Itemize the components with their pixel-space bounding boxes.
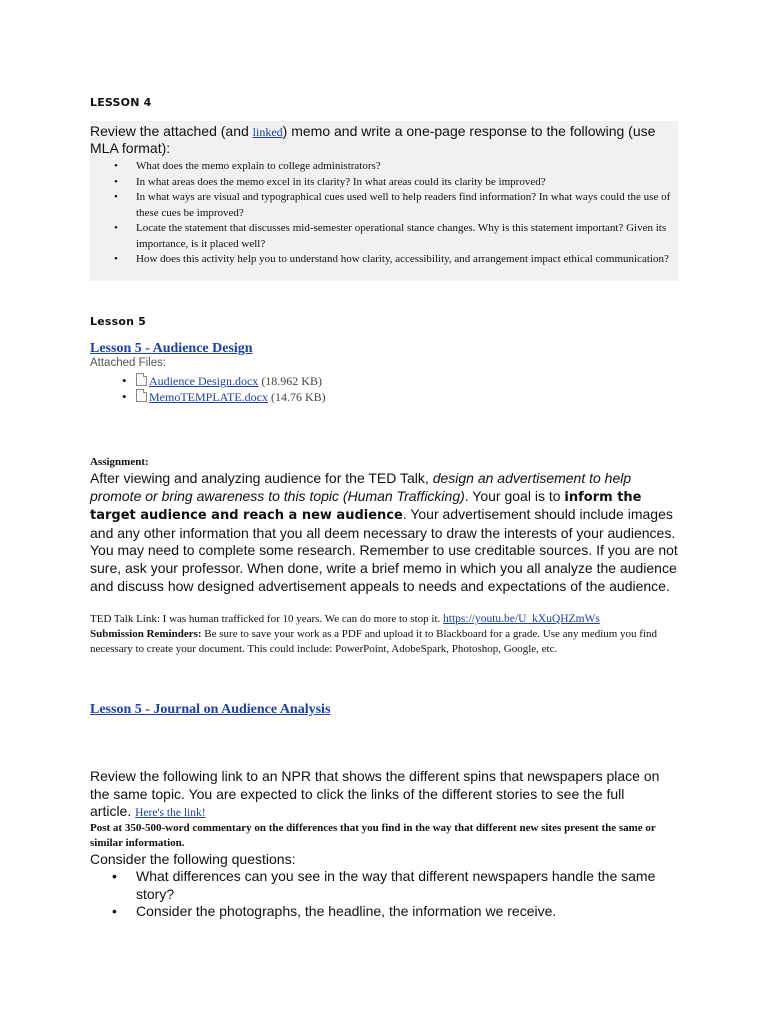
list-item: • In what areas does the memo excel in its clarity? In what areas could its clarity be improved? <box>136 175 676 191</box>
lesson-4-question-list <box>90 159 676 268</box>
lesson-4-intro <box>90 123 675 156</box>
file-size: (18.962 KB) <box>261 374 322 388</box>
consider-label: Consider the following questions: <box>90 851 296 867</box>
ted-talk-line <box>90 612 680 627</box>
assignment-text-part: After viewing and analyzing audience for the TED Talk, <box>90 470 433 486</box>
consider-question-list <box>90 868 676 921</box>
heres-the-link[interactable]: Here's the link! <box>135 807 206 819</box>
memo-template-file-link[interactable]: MemoTEMPLATE.docx <box>149 390 268 404</box>
lesson-4-heading: LESSON 4 <box>90 96 152 109</box>
attached-files-label: Attached Files: <box>90 357 167 369</box>
assignment-text-part: . Your goal is to <box>464 487 565 504</box>
ted-talk-label: TED Talk Link: I was human trafficked for 10 years. We can do more to stop it. <box>90 613 444 625</box>
list-item: • Locate the statement that discusses mid-semester operational stance changes. Why is this statement important? Given its importance, is it placed well? <box>136 221 676 252</box>
submission-reminders <box>90 627 680 657</box>
journal-audience-analysis-link[interactable]: Lesson 5 - Journal on Audience Analysis <box>90 702 331 717</box>
list-item: • What does the memo explain to college administrators? <box>136 159 676 175</box>
intro-text: Review the attached (and <box>90 123 253 139</box>
post-note: Post at 350-500-word commentary on the differences that you find in the way that different new sites present the same or similar information. <box>90 822 656 849</box>
list-item: • In what ways are visual and typographical cues used well to help readers find information? In what ways could the use of these cues be improved? <box>136 190 676 221</box>
attached-files-list <box>90 373 326 405</box>
submission-reminders-text: Be sure to save your work as a PDF and upload it to Blackboard for a grade. Use any medium you find necessary to create your document. This could include: PowerPoint, AdobeSpark, Photoshop, Google, etc. <box>90 628 658 655</box>
journal-description <box>90 768 665 823</box>
assignment-label: Assignment: <box>90 456 149 468</box>
list-item: • Consider the photographs, the headline, the information we receive. <box>136 903 676 921</box>
lesson-5-heading: Lesson 5 <box>90 315 147 328</box>
submission-reminders-label: Submission Reminders: <box>90 628 202 640</box>
list-item: • What differences can you see in the way that different newspapers handle the same story? <box>136 868 676 903</box>
document-icon <box>136 373 147 386</box>
audience-design-link[interactable]: Lesson 5 - Audience Design <box>90 341 253 356</box>
file-item <box>136 373 326 389</box>
assignment-italic: design an advertisement to help promote or bring awareness to this topic (Human Trafficking) <box>90 470 632 504</box>
audience-design-file-link[interactable]: Audience Design.docx <box>149 374 259 388</box>
assignment-text <box>90 470 680 595</box>
file-size: (14.76 KB) <box>271 390 326 404</box>
linked-memo-link[interactable]: linked <box>252 125 283 139</box>
document-icon <box>136 389 147 402</box>
journal-text: Review the following link to an NPR that shows the different spins that newspapers place on the same topic. You are expected to click the links of the different stories to see the full article. <box>90 768 660 819</box>
list-item: • How does this activity help you to understand how clarity, accessibility, and arrangement impact ethical communication? <box>136 252 676 268</box>
assignment-bold: inform the target audience and reach a new audience <box>90 489 642 524</box>
ted-talk-url-link[interactable]: https://youtu.be/U_kXuQHZmWs <box>443 613 600 625</box>
file-item <box>136 389 326 405</box>
assignment-text-part: . Your advertisement should include images and any other information that you all deem necessary to draw the interests of your audiences. You may need to complete some research. Remember to use creditable sources. If you are not sure, ask your professor. When done, write a brief memo in which you all analyze the audience and discuss how designed advertisement appeals to needs and expectations of the audience. <box>90 506 678 594</box>
intro-text-end: ) memo and write a one-page response to the following (use MLA format): <box>90 123 656 156</box>
